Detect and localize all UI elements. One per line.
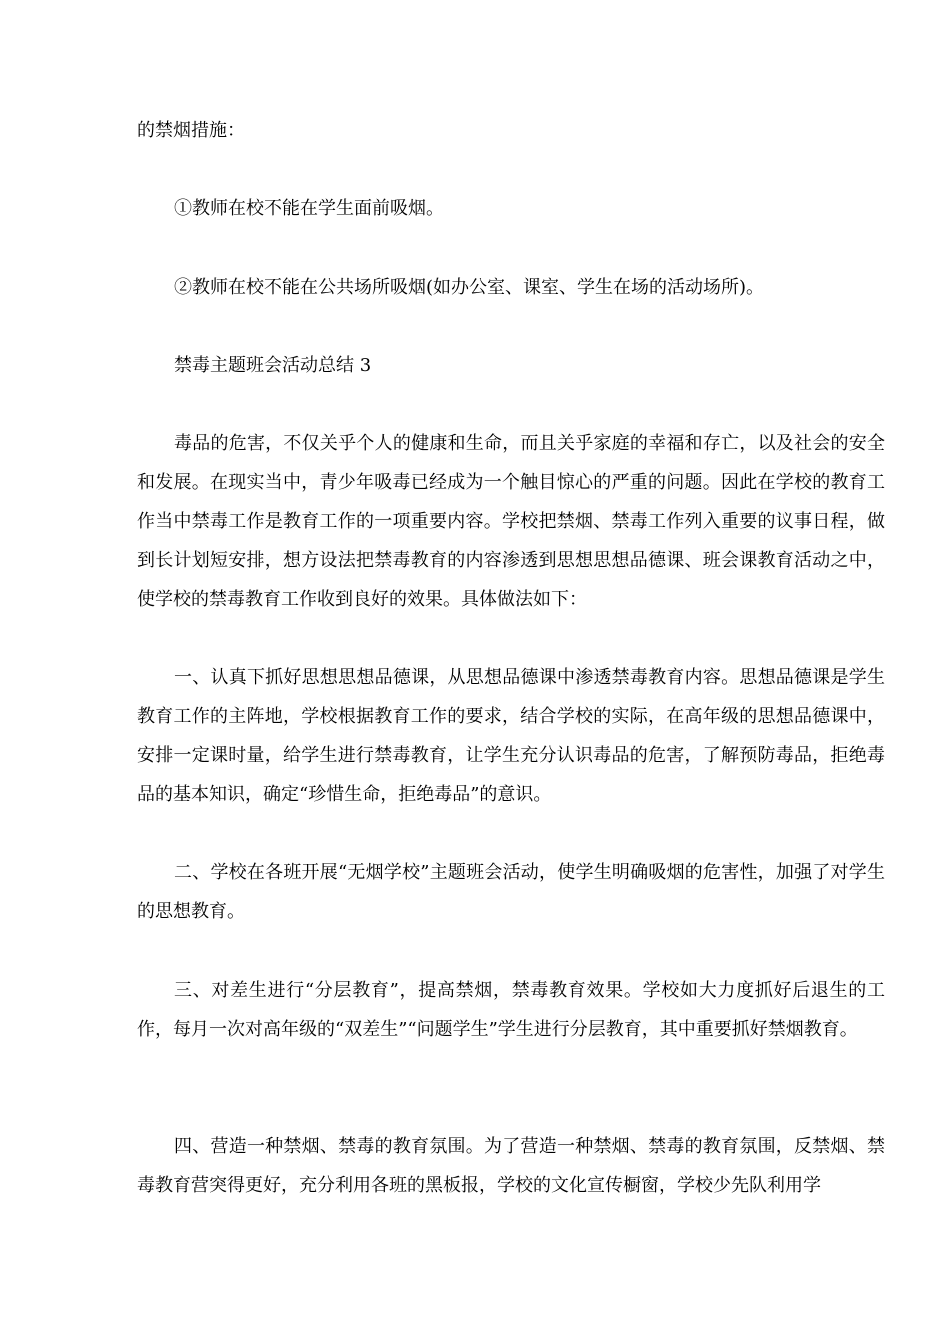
paragraph-item-4: 四、营造一种禁烟、禁毒的教育氛围。为了营造一种禁烟、禁毒的教育氛围，反禁烟、禁毒教育营突得更好，充分利用各班的黑板报，学校的文化宣传橱窗，学校少先队利用学 (137, 1136, 885, 1196)
paragraph-item-2: 二、学校在各班开展“无烟学校”主题班会活动，使学生明确吸烟的危害性，加强了对学生的思想教育。 (137, 862, 885, 922)
section-heading: 禁毒主题班会活动总结 3 (174, 355, 372, 376)
paragraph-rule-1: ①教师在校不能在学生面前吸烟。 (174, 198, 444, 219)
paragraph-item-3: 三、对差生进行“分层教育”，提高禁烟，禁毒教育效果。学校如大力度抓好后退生的工作，每月一次对高年级的“双差生”“问题学生”学生进行分层教育，其中重要抓好禁烟教育。 (137, 980, 885, 1040)
paragraph-intro: 毒品的危害，不仅关乎个人的健康和生命，而且关乎家庭的幸福和存亡，以及社会的安全和发展。在现实当中，青少年吸毒已经成为一个触目惊心的严重的问题。因此在学校的教育工作当中禁毒工作是教育工作的一项重要内容。学校把禁烟、禁毒工作列入重要的议事日程，做到长计划短安排，想方设法把禁毒教育的内容渗透到思想思想品德课、班会课教育活动之中，使学校的禁毒教育工作收到良好的效果。具体做法如下： (137, 433, 885, 610)
paragraph-item-1: 一、认真下抓好思想思想品德课，从思想品德课中渗透禁毒教育内容。思想品德课是学生教育工作的主阵地，学校根据教育工作的要求，结合学校的实际，在高年级的思想品德课中，安排一定课时量，给学生进行禁毒教育，让学生充分认识毒品的危害，了解预防毒品，拒绝毒品的基本知识，确定“珍惜生命，拒绝毒品”的意识。 (137, 667, 885, 805)
paragraph-continuation: 的禁烟措施： (137, 120, 245, 141)
paragraph-rule-2: ②教师在校不能在公共场所吸烟(如办公室、课室、学生在场的活动场所)。 (174, 277, 765, 298)
